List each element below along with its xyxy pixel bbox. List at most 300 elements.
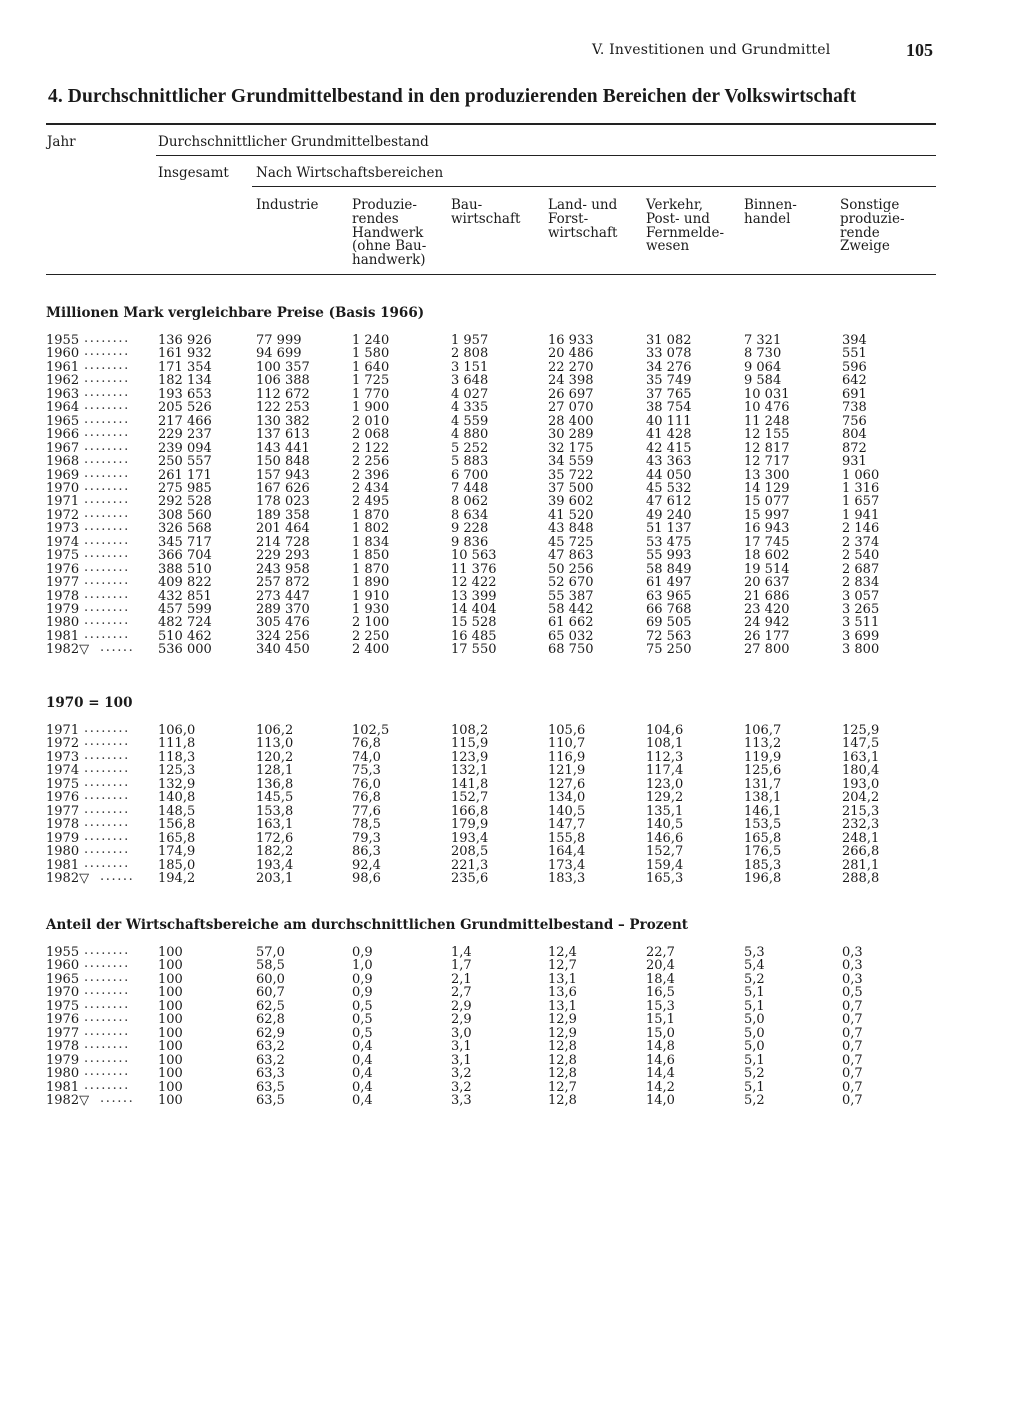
dot-leader: ...... (100, 640, 135, 656)
cell-value: 185,0 (158, 857, 196, 873)
header-line: Handwerk (352, 224, 424, 241)
cell-value: 137 613 (256, 427, 310, 443)
cell-year: 1971 (46, 723, 80, 738)
table-row (0, 411, 1024, 429)
cell-value: 5,1 (744, 1052, 765, 1068)
cell-value: 153,5 (744, 817, 782, 833)
header-line: rende (840, 224, 880, 241)
cell-value: 145,5 (256, 790, 294, 806)
cell-value: 229 237 (158, 427, 212, 443)
cell-value: 10 031 (744, 386, 790, 402)
cell-value: 75 250 (646, 642, 692, 658)
header-line: Post- und (646, 210, 710, 227)
cell-value: 136 926 (158, 333, 212, 348)
section-title: Millionen Mark vergleichbare Preise (Basis 1966) (46, 305, 425, 321)
cell-value: 205 526 (158, 400, 212, 416)
cell-value: 35 722 (548, 467, 594, 483)
table-row (0, 956, 1024, 974)
cell-value: 125,9 (842, 723, 880, 738)
cell-value: 17 745 (744, 534, 790, 550)
cell-value: 5,1 (744, 1079, 765, 1095)
cell-value: 261 171 (158, 467, 212, 483)
cell-value: 5,2 (744, 971, 765, 987)
table-row (0, 1010, 1024, 1028)
cell-value: 60,7 (256, 985, 285, 1001)
table-row (0, 1037, 1024, 1055)
cell-year: 1979 (46, 1052, 80, 1068)
cell-value: 7 448 (451, 480, 489, 496)
cell-year: 1980 (46, 844, 80, 860)
table-row (0, 842, 1024, 860)
cell-value: 1,7 (451, 958, 472, 974)
cell-year: 1978 (46, 1039, 80, 1055)
cell-value: 193,4 (256, 857, 294, 873)
cell-value: 3,1 (451, 1039, 472, 1055)
cell-value: 0,3 (842, 958, 863, 974)
cell-value: 21 686 (744, 588, 790, 604)
cell-year: 1979 (46, 830, 80, 846)
cell-year: 1981 (46, 628, 80, 644)
cell-value: 182 134 (158, 373, 212, 389)
cell-value: 49 240 (646, 507, 692, 523)
cell-value: 5,0 (744, 1025, 765, 1041)
cell-value: 38 754 (646, 400, 692, 416)
cell-value: 201 464 (256, 521, 310, 537)
cell-value: 156,8 (158, 817, 196, 833)
header-col-bauwirtschaft (451, 199, 520, 227)
cell-year: 1960 (46, 346, 80, 362)
cell-value: 0,4 (352, 1066, 373, 1082)
cell-value: 74,0 (352, 749, 381, 765)
cell-value: 100 (158, 971, 183, 987)
cell-value: 756 (842, 413, 867, 429)
cell-value: 100 (158, 1066, 183, 1082)
cell-value: 77,6 (352, 803, 381, 819)
cell-value: 12,8 (548, 1039, 577, 1055)
cell-value: 30 289 (548, 427, 594, 443)
cell-value: 2 834 (842, 575, 880, 591)
cell-value: 536 000 (158, 642, 212, 658)
cell-value: 642 (842, 373, 867, 389)
cell-year: 1982▽ (46, 642, 90, 658)
cell-value: 243 958 (256, 561, 310, 577)
cell-value: 98,6 (352, 870, 381, 886)
table-row (0, 721, 1024, 738)
cell-value: 217 466 (158, 413, 212, 429)
cell-value: 26 177 (744, 628, 790, 644)
cell-year: 1974 (46, 534, 80, 550)
cell-value: 12 817 (744, 440, 790, 456)
cell-value: 2 495 (352, 494, 390, 510)
cell-value: 14,4 (646, 1066, 675, 1082)
table-row (0, 996, 1024, 1014)
cell-year: 1976 (46, 561, 80, 577)
cell-value: 135,1 (646, 803, 684, 819)
cell-value: 14,8 (646, 1039, 675, 1055)
table-row (0, 371, 1024, 389)
cell-value: 79,3 (352, 830, 381, 846)
cell-value: 15,1 (646, 1012, 675, 1028)
cell-value: 127,6 (548, 776, 586, 792)
table-row (0, 828, 1024, 846)
table-row (0, 478, 1024, 496)
dot-leader: ........ (84, 559, 130, 575)
cell-year: 1977 (46, 803, 80, 819)
cell-value: 0,3 (842, 945, 863, 960)
cell-value: 16 933 (548, 333, 594, 348)
header-line: Industrie (256, 197, 319, 213)
cell-value: 14,2 (646, 1079, 675, 1095)
page-number: 105 (906, 40, 933, 60)
cell-value: 23 420 (744, 602, 790, 617)
cell-value: 171 354 (158, 359, 212, 375)
cell-value: 11 248 (744, 413, 790, 429)
cell-value: 214 728 (256, 534, 310, 550)
cell-value: 3 648 (451, 373, 489, 389)
dot-leader: ........ (84, 626, 130, 642)
table-row (0, 801, 1024, 819)
cell-value: 691 (842, 386, 867, 402)
cell-value: 62,9 (256, 1025, 285, 1041)
cell-value: 146,6 (646, 830, 684, 846)
group-rule (156, 155, 936, 156)
cell-value: 42 415 (646, 440, 692, 456)
cell-value: 18 602 (744, 548, 790, 564)
cell-value: 3 265 (842, 602, 880, 617)
table-row (0, 559, 1024, 577)
cell-value: 12,8 (548, 1092, 577, 1108)
cell-value: 45 532 (646, 480, 692, 496)
table-row (0, 983, 1024, 1001)
cell-value: 100 (158, 958, 183, 974)
cell-value: 100 (158, 1092, 183, 1108)
header-line: wesen (646, 238, 690, 255)
cell-value: 0,4 (352, 1079, 373, 1095)
table-row (0, 492, 1024, 510)
table-row (0, 761, 1024, 779)
cell-value: 2,1 (451, 971, 472, 987)
cell-value: 1 240 (352, 333, 390, 348)
cell-year: 1955 (46, 333, 80, 348)
cell-value: 1,4 (451, 945, 472, 960)
cell-value: 34 559 (548, 454, 594, 470)
cell-value: 5,1 (744, 985, 765, 1001)
cell-year: 1961 (46, 359, 80, 375)
cell-value: 20 486 (548, 346, 594, 362)
cell-value: 3 057 (842, 588, 880, 604)
cell-value: 55 993 (646, 548, 692, 564)
cell-value: 0,5 (352, 1012, 373, 1028)
cell-value: 132,1 (451, 763, 489, 779)
cell-year: 1976 (46, 1012, 80, 1028)
cell-value: 3 699 (842, 628, 880, 644)
cell-value: 3 800 (842, 642, 880, 658)
cell-value: 0,5 (352, 998, 373, 1014)
cell-year: 1964 (46, 400, 80, 416)
cell-value: 5,3 (744, 945, 765, 960)
cell-value: 116,9 (548, 749, 586, 765)
dot-leader: ........ (84, 1023, 130, 1039)
header-col-produzierendes-handwerk (352, 199, 426, 268)
dot-leader: ........ (84, 1064, 130, 1080)
cell-year: 1975 (46, 998, 80, 1014)
cell-year: 1972 (46, 736, 80, 752)
cell-value: 482 724 (158, 615, 212, 631)
table-row (0, 438, 1024, 456)
table-row (0, 774, 1024, 792)
cell-value: 2 687 (842, 561, 880, 577)
cell-value: 0,9 (352, 945, 373, 960)
cell-value: 20 637 (744, 575, 790, 591)
header-col-land-forstwirtschaft (548, 199, 617, 240)
table-row (0, 1077, 1024, 1095)
table-row (0, 573, 1024, 591)
cell-value: 77 999 (256, 333, 302, 348)
cell-value: 45 725 (548, 534, 594, 550)
cell-value: 178 023 (256, 494, 310, 510)
cell-value: 100 (158, 1039, 183, 1055)
header-top-rule (46, 123, 936, 125)
cell-value: 2 540 (842, 548, 880, 564)
table-row (0, 586, 1024, 604)
cell-value: 0,9 (352, 971, 373, 987)
cell-value: 179,9 (451, 817, 489, 833)
cell-year: 1975 (46, 776, 80, 792)
cell-value: 3,0 (451, 1025, 472, 1041)
cell-value: 2 396 (352, 467, 390, 483)
cell-year: 1978 (46, 588, 80, 604)
cell-value: 115,9 (451, 736, 489, 752)
cell-value: 16 943 (744, 521, 790, 537)
cell-value: 235,6 (451, 870, 489, 886)
cell-value: 140,5 (548, 803, 586, 819)
cell-value: 9 584 (744, 373, 782, 389)
cell-year: 1971 (46, 494, 80, 510)
cell-value: 232,3 (842, 817, 880, 833)
cell-value: 248,1 (842, 830, 880, 846)
cell-value: 8 062 (451, 494, 489, 510)
cell-value: 152,7 (451, 790, 489, 806)
cell-value: 221,3 (451, 857, 489, 873)
cell-value: 596 (842, 359, 867, 375)
cell-value: 394 (842, 333, 867, 348)
cell-value: 113,0 (256, 736, 294, 752)
cell-value: 118,3 (158, 749, 196, 765)
header-line: Zweige (840, 238, 890, 255)
dot-leader: ........ (84, 855, 130, 871)
cell-value: 66 768 (646, 602, 692, 617)
cell-value: 1 580 (352, 346, 390, 362)
cell-value: 2 068 (352, 427, 390, 443)
cell-value: 5,0 (744, 1012, 765, 1028)
cell-value: 183,3 (548, 870, 586, 886)
cell-value: 123,0 (646, 776, 684, 792)
cell-value: 146,1 (744, 803, 782, 819)
cell-value: 409 822 (158, 575, 212, 591)
cell-value: 106,2 (256, 723, 294, 738)
table-row (0, 425, 1024, 443)
dot-leader: ........ (84, 600, 130, 615)
subgroup-rule (252, 186, 936, 187)
header-line: Binnen- (744, 197, 797, 213)
cell-value: 8 730 (744, 346, 782, 362)
cell-value: 100 (158, 1079, 183, 1095)
dot-leader: ........ (84, 1037, 130, 1053)
cell-value: 63,3 (256, 1066, 285, 1082)
cell-value: 14,6 (646, 1052, 675, 1068)
table-title: 4. Durchschnittlicher Grundmittelbestand in den produzierenden Bereichen der Volkswirtschaft (48, 86, 857, 107)
cell-value: 20,4 (646, 958, 675, 974)
cell-value: 3,2 (451, 1079, 472, 1095)
header-col-verkehr-post-fernmeldewesen (646, 199, 724, 254)
cell-value: 33 078 (646, 346, 692, 362)
cell-value: 1,0 (352, 958, 373, 974)
cell-value: 2 434 (352, 480, 390, 496)
cell-value: 2 808 (451, 346, 489, 362)
cell-value: 3,3 (451, 1092, 472, 1108)
cell-value: 27 800 (744, 642, 790, 658)
cell-value: 0,7 (842, 1039, 863, 1055)
cell-value: 193,0 (842, 776, 880, 792)
cell-value: 16,5 (646, 985, 675, 1001)
cell-value: 281,1 (842, 857, 880, 873)
cell-value: 5,2 (744, 1066, 765, 1082)
cell-value: 13 399 (451, 588, 497, 604)
cell-value: 0,7 (842, 1012, 863, 1028)
cell-value: 2 146 (842, 521, 880, 537)
dot-leader: ........ (84, 492, 130, 508)
table-row (0, 465, 1024, 483)
cell-value: 2,9 (451, 1012, 472, 1028)
cell-value: 1 900 (352, 400, 390, 416)
cell-value: 180,4 (842, 763, 880, 779)
cell-value: 120,2 (256, 749, 294, 765)
cell-value: 551 (842, 346, 867, 362)
cell-year: 1962 (46, 373, 80, 389)
table-row (0, 452, 1024, 470)
dot-leader: ........ (84, 532, 130, 548)
cell-value: 12 155 (744, 427, 790, 443)
cell-value: 58 442 (548, 602, 594, 617)
section-title: Anteil der Wirtschaftsbereiche am durchschnittlichen Grundmittelbestand – Prozent (46, 917, 689, 933)
cell-value: 12,4 (548, 945, 577, 960)
cell-value: 208,5 (451, 844, 489, 860)
cell-value: 273 447 (256, 588, 310, 604)
cell-value: 147,5 (842, 736, 880, 752)
cell-year: 1973 (46, 749, 80, 765)
table-row (0, 519, 1024, 537)
cell-value: 157 943 (256, 467, 310, 483)
cell-value: 55 387 (548, 588, 594, 604)
cell-value: 193,4 (451, 830, 489, 846)
dot-leader: ........ (84, 956, 130, 972)
dot-leader: ........ (84, 943, 130, 958)
cell-year: 1966 (46, 427, 80, 443)
cell-value: 4 027 (451, 386, 489, 402)
cell-value: 152,7 (646, 844, 684, 860)
cell-value: 9 228 (451, 521, 489, 537)
cell-value: 119,9 (744, 749, 782, 765)
cell-value: 12,8 (548, 1066, 577, 1082)
cell-value: 2 374 (842, 534, 880, 550)
dot-leader: ........ (84, 1077, 130, 1093)
cell-value: 47 863 (548, 548, 594, 564)
cell-value: 112 672 (256, 386, 310, 402)
cell-value: 19 514 (744, 561, 790, 577)
cell-value: 1 802 (352, 521, 390, 537)
cell-value: 0,4 (352, 1092, 373, 1108)
cell-value: 2,7 (451, 985, 472, 1001)
cell-value: 57,0 (256, 945, 285, 960)
dot-leader: ........ (84, 815, 130, 831)
cell-value: 0,7 (842, 1066, 863, 1082)
cell-value: 7 321 (744, 333, 782, 348)
cell-year: 1967 (46, 440, 80, 456)
dot-leader: ........ (84, 747, 130, 763)
header-line: Forst- (548, 210, 589, 227)
cell-year: 1982▽ (46, 870, 90, 886)
header-insgesamt: Insgesamt (158, 165, 229, 181)
section-title: 1970 = 100 (46, 695, 133, 711)
cell-value: 457 599 (158, 602, 212, 617)
table-row (0, 734, 1024, 752)
cell-value: 0,7 (842, 1025, 863, 1041)
cell-value: 193 653 (158, 386, 212, 402)
cell-value: 5,4 (744, 958, 765, 974)
cell-value: 804 (842, 427, 867, 443)
cell-value: 266,8 (842, 844, 880, 860)
cell-value: 4 335 (451, 400, 489, 416)
cell-value: 94 699 (256, 346, 302, 362)
cell-value: 153,8 (256, 803, 294, 819)
cell-value: 1 060 (842, 467, 880, 483)
table-row (0, 640, 1024, 658)
dot-leader: ........ (84, 357, 130, 373)
cell-value: 76,0 (352, 776, 381, 792)
cell-year: 1978 (46, 817, 80, 833)
cell-value: 0,7 (842, 1079, 863, 1095)
cell-value: 229 293 (256, 548, 310, 564)
cell-value: 12,8 (548, 1052, 577, 1068)
cell-value: 100 (158, 1025, 183, 1041)
cell-value: 108,2 (451, 723, 489, 738)
cell-value: 163,1 (256, 817, 294, 833)
cell-value: 2 010 (352, 413, 390, 429)
cell-value: 738 (842, 400, 867, 416)
cell-value: 100 (158, 945, 183, 960)
cell-value: 14 129 (744, 480, 790, 496)
cell-value: 173,4 (548, 857, 586, 873)
cell-value: 35 749 (646, 373, 692, 389)
cell-value: 0,5 (842, 985, 863, 1001)
cell-year: 1970 (46, 480, 80, 496)
cell-value: 3 511 (842, 615, 880, 631)
dot-leader: ........ (84, 842, 130, 858)
dot-leader: ........ (84, 788, 130, 804)
cell-value: 2 256 (352, 454, 390, 470)
header-line: handel (744, 210, 791, 227)
cell-value: 63,2 (256, 1052, 285, 1068)
table-row (0, 331, 1024, 348)
header-line: (ohne Bau- (352, 238, 427, 255)
cell-value: 0,5 (352, 1025, 373, 1041)
cell-value: 0,7 (842, 998, 863, 1014)
cell-value: 47 612 (646, 494, 692, 510)
cell-value: 24 398 (548, 373, 594, 389)
cell-value: 1 657 (842, 494, 880, 510)
cell-value: 140,8 (158, 790, 196, 806)
cell-value: 5 252 (451, 440, 489, 456)
